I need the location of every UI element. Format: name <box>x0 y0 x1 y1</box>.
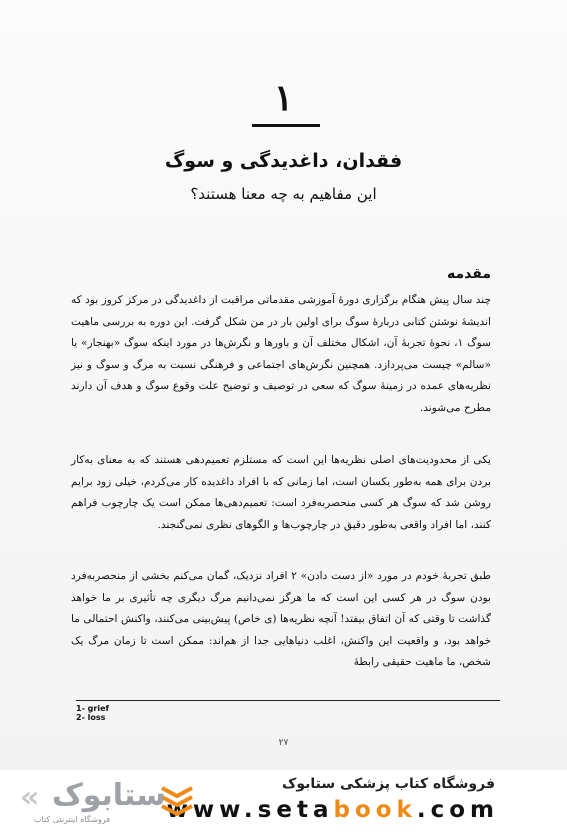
chapter-subtitle: این مفاهیم به چه معنا هستند؟ <box>190 185 377 203</box>
section-heading: مقدمه <box>447 266 491 282</box>
store-url[interactable] <box>167 797 499 823</box>
paragraph-1: چند سال پیش هنگام برگزاری دورهٔ آموزشی مقدماتی مراقبت از داغدیدگی در مرکز کروز بود که اندیشهٔ نوشتن کتابی دربارهٔ سوگ برای اولین بار در من شکل گرفت. این دوره به بررسی ماهیت سوگ ۱، نحوهٔ تجربهٔ آن، اشکال مختلف آن و باورها و نگرش‌ها در مورد اینکه سوگ «بهنجار» یا «سالم» چیست می‌پردازد. همچنین نگرش‌های اجتماعی و فرهنگی نسبت به مرگ و سوگ و نیز نظریه‌های عمده در زمینهٔ سوگ که سعی در توصیف و توضیح علت وقوع سوگ و هدف آن دارند مطرح می‌شوند. <box>71 294 492 414</box>
store-name: فروشگاه کتاب پزشکی ستابوک <box>282 776 495 792</box>
logo-text: ستابوک <box>52 778 166 813</box>
chapter-number: ۱ <box>273 77 294 119</box>
paragraph-3: طبق تجربهٔ خودم در مورد «از دست دادن» ۲ افراد نزدیک، گمان می‌کنم بخشی از منحصربه‌فرد بودن سوگ در هر کسی این است که ما هرگز نمی‌دانیم مرگ دیگری چه تأثیری بر ما خواهد گذاشت تا وقتی که آن اتفاق بیفتد! آنچه نظریه‌ها (ی خاص) پیش‌بینی می‌کنند، واکنش احتمالی ما خواهد بود، و واقعیت این واکنش، اغلب دنیاهایی جدا از هم‌اند: ممکن است تا زمان مرگ یک شخص، ما ماهیت حقیقی رابطهٔ <box>71 570 491 669</box>
footnote-2: 2- loss <box>76 713 106 722</box>
url-prefix: www.seta <box>166 797 334 823</box>
url-accent: book <box>333 797 417 823</box>
page-number: ۲۷ <box>278 738 289 748</box>
logo-tagline: فروشگاه اینترنتی کتاب <box>34 815 111 824</box>
footnote-divider <box>76 700 500 701</box>
footnote-1: 1- grief <box>76 704 109 713</box>
chapter-number-underline <box>252 124 320 127</box>
logo-chevron-icon: « <box>20 780 40 815</box>
url-suffix: .com <box>416 797 499 823</box>
paragraph-2: یکی از محدودیت‌های اصلی نظریه‌ها این است که مستلزم تعمیم‌دهی هستند که به معنای به‌کار بردن برای همه به‌طور یکسان است، اما زمانی که با افراد داغدیده کار می‌کردم، خیلی زود برایم روشن شد که سوگ هر کسی منحصربه‌فرد است: تعمیم‌دهی‌ها ممکن است یک چارچوب فراهم کنند، اما افراد واقعی به‌طور دقیق در چارچوب‌ها و الگوهای نظری نمی‌گنجند. <box>71 454 491 531</box>
chapter-title: فقدان، داغدیدگی و سوگ <box>164 150 403 172</box>
